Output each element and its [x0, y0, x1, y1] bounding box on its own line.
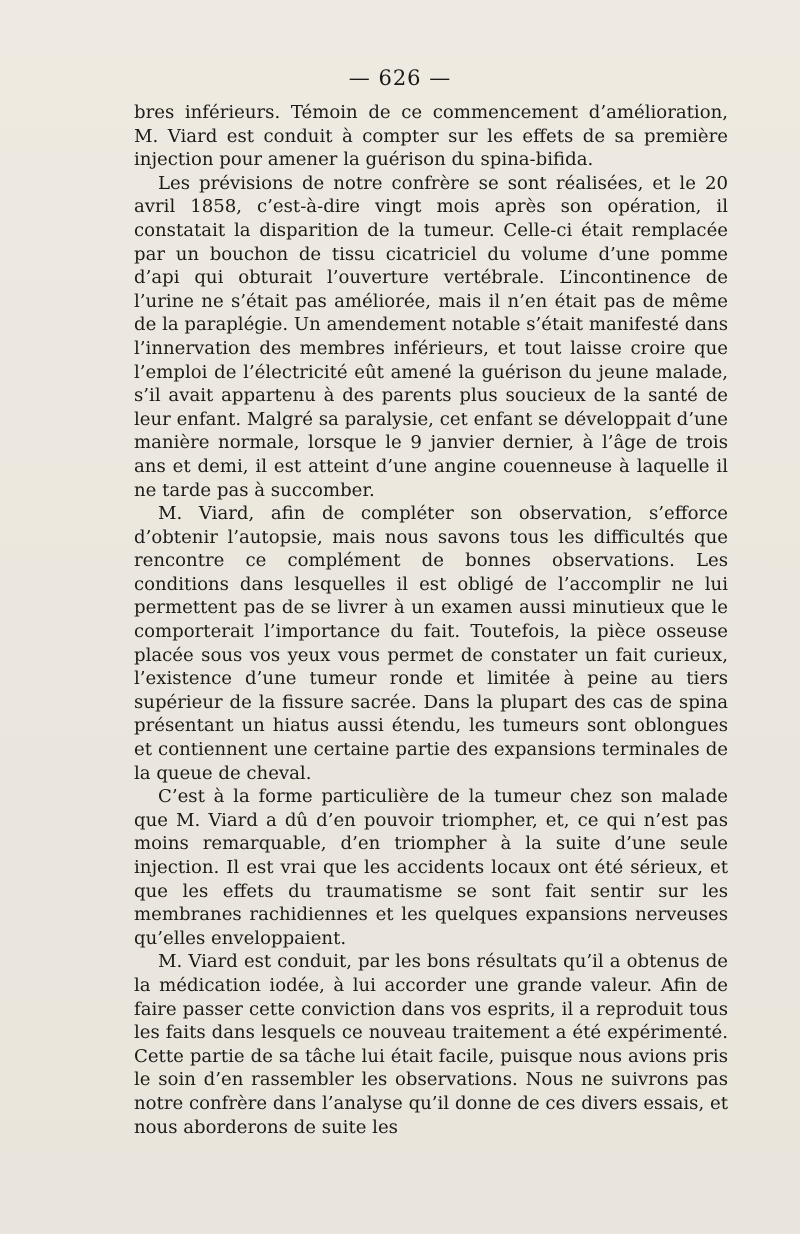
paragraph-1: bres inférieurs. Témoin de ce commencement d’amélioration, M. Viard est conduit à compter sur les effets de sa première injection pour amener la guérison du spina-bifida. [134, 102, 728, 171]
page-number: — 626 — [348, 66, 452, 90]
paragraph-5: M. Viard est conduit, par les bons résultats qu’il a obtenus de la médication iodée, à lui accorder une grande valeur. Afin de faire passer cette conviction dans vos esprits, il a reproduit tous les faits dans lesquels ce nouveau traitement a été expérimenté. Cette partie de sa tâche lui était facile, puisque nous avions pris le soin d’en rassembler les observations. Nous ne suivrons pas notre confrère dans l’analyse qu’il donne de ces divers essais, et nous aborderons de suite les [134, 951, 728, 1138]
paragraph-4: C’est à la forme particulière de la tumeur chez son malade que M. Viard a dû d’en pouvoir triompher, et, ce qui n’est pas moins remarquable, d’en triompher à la suite d’une seule injection. Il est vrai que les accidents locaux ont été sérieux, et que les effets du traumatisme se sont fait sentir sur les membranes rachidiennes et les quelques expansions nerveuses qu’elles enveloppaient. [134, 786, 728, 949]
paragraph-3: M. Viard, afin de compléter son observation, s’efforce d’obtenir l’autopsie, mais nous savons tous les difficultés que rencontre ce complément de bonnes observations. Les conditions dans lesquelles il est obligé de l’accomplir ne lui permettent pas de se livrer à un examen aussi minutieux que le comporterait l’importance du fait. Toutefois, la pièce osseuse placée sous vos yeux vous permet de constater un fait curieux, l’existence d’une tumeur ronde et limitée à peine au tiers supérieur de la fissure sacrée. Dans la plupart des cas de spina présentant un hiatus aussi étendu, les tumeurs sont oblongues et contiennent une certaine partie des expansions terminales de la queue de cheval. [134, 503, 728, 784]
body-text [134, 101, 728, 1139]
paragraph-2: Les prévisions de notre confrère se sont réalisées, et le 20 avril 1858, c’est-à-dire vingt mois après son opération, il constatait la disparition de la tumeur. Celle-ci était remplacée par un bouchon de tissu cicatriciel du volume d’une pomme d’api qui obturait l’ouverture vertébrale. L’incontinence de l’urine ne s’était pas améliorée, mais il n’en était pas de même de la paraplégie. Un amendement notable s’était manifesté dans l’innervation des membres inférieurs, et tout laisse croire que l’emploi de l’électricité eût amené la guérison du jeune malade, s’il avait appartenu à des parents plus soucieux de la santé de leur enfant. Malgré sa paralysie, cet enfant se développait d’une manière normale, lorsque le 9 janvier dernier, à l’âge de trois ans et demi, il est atteint d’une angine couenneuse à laquelle il ne tarde pas à succomber. [134, 172, 728, 501]
